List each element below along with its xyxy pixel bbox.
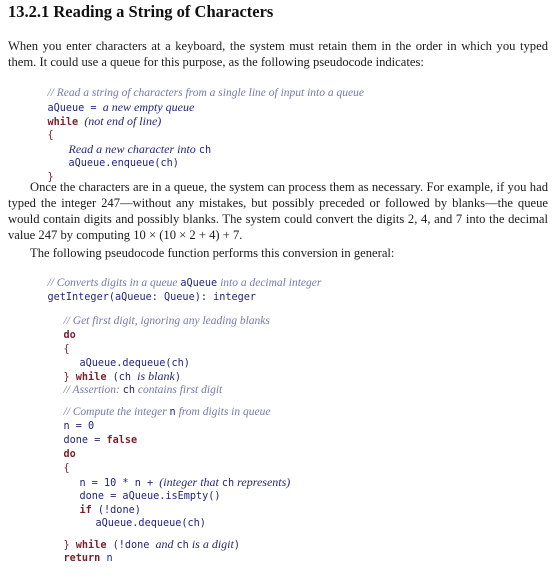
section-heading: 13.2.1 Reading a String of Characters: [8, 2, 274, 21]
code-line: do: [63, 330, 76, 342]
code-block-read-queue: [0, 74, 559, 184]
code-line: aQueue = a new empty queue: [47, 100, 195, 115]
code-line: } while (!done and ch is a digit): [63, 537, 240, 552]
code-block-get-integer: [0, 264, 559, 568]
code-comment-line: // Read a string of characters from a single line of input into a queue: [47, 87, 364, 100]
code-line: {: [47, 130, 54, 142]
code-line: n = 10 * n + (integer that ch represents): [79, 475, 291, 490]
code-line: done = false: [63, 435, 138, 447]
function-intro-paragraph: The following pseudocode function performs this conversion in general:: [30, 246, 395, 260]
code-comment-line: // Converts digits in a queue aQueue into a decimal integer: [47, 277, 322, 290]
code-line: while (not end of line): [47, 114, 162, 129]
code-line: if (!done): [79, 505, 141, 517]
code-comment-line: // Compute the integer n from digits in queue: [63, 406, 271, 419]
code-line: {: [63, 344, 70, 356]
code-line: } while (ch is blank): [63, 369, 181, 384]
code-line: getInteger(aQueue: Queue): integer: [47, 292, 257, 304]
code-line: aQueue.dequeue(ch): [79, 358, 190, 370]
code-line: }: [47, 172, 54, 184]
code-line: aQueue.enqueue(ch): [68, 158, 179, 170]
intro-paragraph: When you enter characters at a keyboard, the system must retain them in the order in which you typed them. It could use a queue for this purpose, as the following pseudocode indicates:: [8, 39, 548, 69]
code-line: n = 0: [63, 421, 95, 433]
code-comment-line: // Assertion: ch contains first digit: [63, 384, 223, 397]
code-line: aQueue.dequeue(ch): [95, 518, 206, 530]
code-line: {: [63, 463, 70, 475]
code-comment-line: // Get first digit, ignoring any leading blanks: [63, 315, 270, 328]
code-line: do: [63, 449, 76, 461]
explanation-paragraph: Once the characters are in a queue, the system can process them as necessary. For example, if you had typed the integer 247—without any mistakes, but possibly preceded or followed by blanks—the queue would contain digits and possibly blanks. The system could convert the digits 2, 4, and 7 into the decimal value 247 by computing 10 × (10 × 2 + 4) + 7.: [8, 180, 548, 242]
code-line: done = aQueue.isEmpty(): [79, 491, 221, 503]
code-line: return n: [63, 553, 113, 565]
code-line: Read a new character into ch: [68, 142, 212, 157]
